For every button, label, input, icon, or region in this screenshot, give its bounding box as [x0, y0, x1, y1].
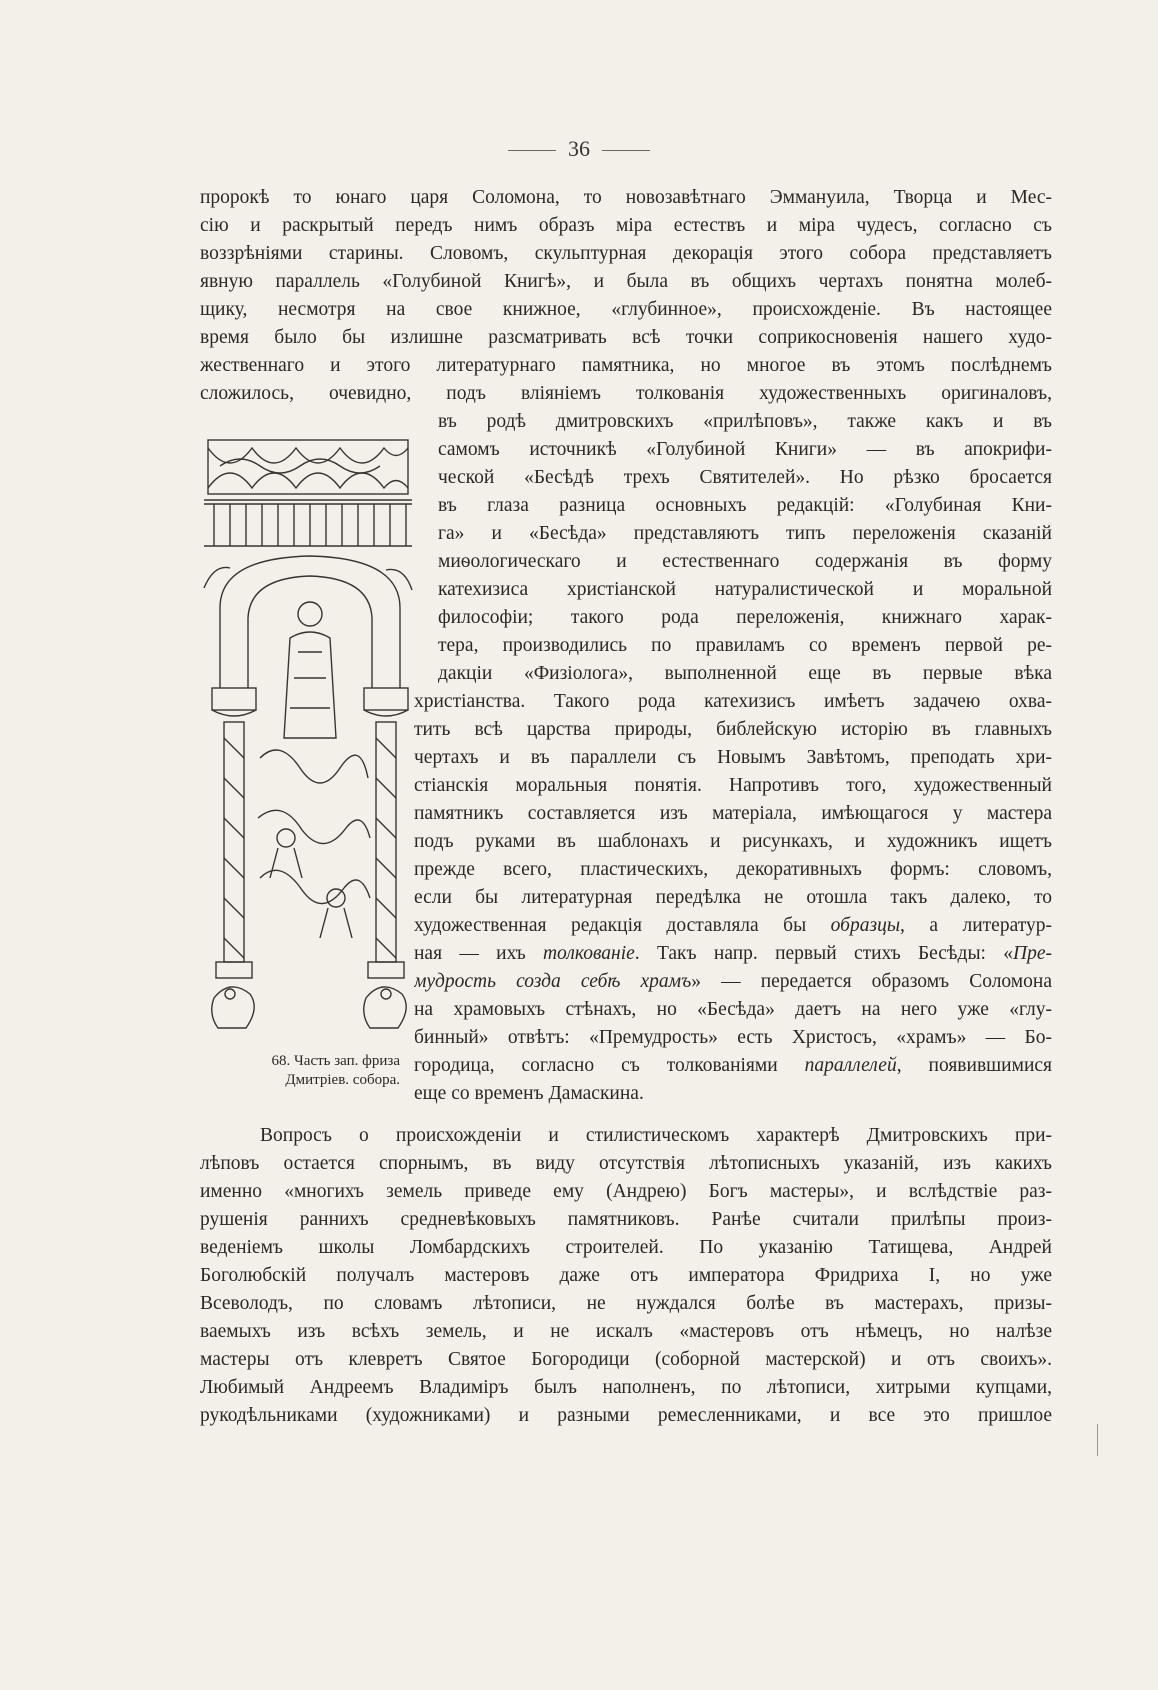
- text-line: прежде всего, пластическихъ, декоративныхъ формъ: словомъ,: [414, 859, 1052, 880]
- text-run: » — передается образомъ Соломона: [691, 971, 1052, 992]
- italic-run: образцы: [830, 915, 901, 936]
- text-line: пророкѣ то юнаго царя Соломона, то новозавѣтнаго Эммануила, Творца и Мес-: [200, 187, 1052, 208]
- text-line: воззрѣніями старины. Словомъ, скульптурная декорація этого собора представляетъ: [200, 243, 1052, 264]
- text-line: мастеры отъ клевретъ Святое Богородици (соборной мастерской) и отъ своихъ».: [200, 1349, 1052, 1370]
- text-line: христіанства. Такого рода катехизисъ имѣетъ задачею охва-: [414, 691, 1052, 712]
- text-line: именно «многихъ земель приведе ему (Андрею) Богъ мастеры», и вслѣдствіе раз-: [200, 1181, 1052, 1202]
- page-number-dash-left: [508, 150, 556, 151]
- text-line: катехизиса христіанской натуралистической и моральной: [438, 579, 1052, 600]
- text-line: [414, 912, 1052, 940]
- text-line: рукодѣльниками (художниками) и разными ремесленниками, и все это пришлое: [200, 1405, 1052, 1426]
- text-line: сложилось, очевидно, подъ вліяніемъ толкованія художественныхъ оригиналовъ,: [200, 383, 1052, 404]
- text-line: чертахъ и въ параллели съ Новымъ Завѣтомъ, преподать хри-: [414, 747, 1052, 768]
- text-line: бинный» отвѣтъ: «Премудрость» есть Христосъ, «храмъ» — Бо-: [414, 1027, 1052, 1048]
- text-line: тера, производились по правиламъ со временъ первой ре-: [438, 635, 1052, 656]
- text-run: , появившимися: [896, 1055, 1052, 1076]
- text-line: если бы литературная передѣлка не отошла такъ далеко, то: [414, 887, 1052, 908]
- text-line: еще со временъ Дамаскина.: [414, 1083, 644, 1104]
- text-run: ная — ихъ: [414, 943, 543, 964]
- text-run: городица, согласно съ толкованіями: [414, 1055, 805, 1076]
- text-line: памятникъ составляется изъ матеріала, имѣющагося у мастера: [414, 803, 1052, 824]
- text-line: [414, 968, 1052, 996]
- text-line: дакціи «Физіолога», выполненной еще въ первые вѣка: [438, 663, 1052, 684]
- text-line: га» и «Бесѣда» представляютъ типъ переложенія сказаній: [438, 523, 1052, 544]
- text-line: на храмовыхъ стѣнахъ, но «Бесѣда» даетъ на него уже «глу-: [414, 999, 1052, 1020]
- page-number-dash-right: [602, 150, 650, 151]
- text-line: Вопросъ о происхожденіи и стилистическомъ характерѣ Дмитровскихъ при-: [260, 1125, 1052, 1146]
- text-line: лѣповъ остается спорнымъ, въ виду отсутствія лѣтописныхъ указаній, изъ какихъ: [200, 1153, 1052, 1174]
- scan-edge-mark: [1097, 1424, 1098, 1456]
- text-run: художественная редакція доставляла бы: [414, 915, 831, 936]
- text-line: явную параллель «Голубиной Книгѣ», и была въ общихъ чертахъ понятна молеб-: [200, 271, 1052, 292]
- text-line: въ родѣ дмитровскихъ «прилѣповъ», также какъ и въ: [438, 411, 1052, 432]
- text-line: ческой «Бесѣдѣ трехъ Святителей». Но рѣзко бросается: [438, 467, 1052, 488]
- text-line: рушенія раннихъ средневѣковыхъ памятниковъ. Ранѣе считали прилѣпы произ-: [200, 1209, 1052, 1230]
- text-line: веденіемъ школы Ломбардскихъ строителей. По указанію Татищева, Андрей: [200, 1237, 1052, 1258]
- caption-line: Дмитріев. собора.: [285, 1072, 400, 1088]
- page-number: [0, 136, 1158, 162]
- text-line: философіи; такого рода переложенія, книжнаго харак-: [438, 607, 1052, 628]
- text-line: [414, 1052, 1052, 1080]
- figure-caption: [200, 1052, 400, 1090]
- italic-run: параллелей: [804, 1055, 897, 1076]
- text-line: самомъ источникѣ «Голубиной Книги» — въ апокрифи-: [438, 439, 1052, 460]
- text-run: . Такъ напр. первый стихъ Бесѣды: «: [634, 943, 1014, 964]
- text-line: стіанскія моральныя понятія. Напротивъ того, художественный: [414, 775, 1052, 796]
- text-line: [414, 940, 1052, 968]
- text-line: въ глаза разница основныхъ редакцій: «Голубиная Кни-: [438, 495, 1052, 516]
- italic-run: мудрость созда себѣ храмъ: [414, 971, 692, 992]
- text-line: щику, несмотря на свое книжное, «глубинное», происхожденіе. Въ настоящее: [200, 299, 1052, 320]
- page-number-text: 36: [568, 136, 590, 161]
- text-line: Боголюбскій получалъ мастеровъ даже отъ императора Фридриха I, но уже: [200, 1265, 1052, 1286]
- italic-run: толкованіе: [542, 943, 635, 964]
- text-line: ваемыхъ изъ всѣхъ земель, и не искалъ «мастеровъ отъ нѣмецъ, но налѣзе: [200, 1321, 1052, 1342]
- caption-line: 68. Часть зап. фриза: [271, 1053, 400, 1069]
- text-line: Любимый Андреемъ Владиміръ былъ наполненъ, по лѣтописи, хитрыми купцами,: [200, 1377, 1052, 1398]
- text-line: подъ руками въ шаблонахъ и рисункахъ, и художникъ ищетъ: [414, 831, 1052, 852]
- italic-run: Пре-: [1013, 943, 1052, 964]
- frieze-illustration: [190, 438, 415, 1038]
- text-line: тить всѣ царства природы, библейскую исторію въ главныхъ: [414, 719, 1052, 740]
- text-run: , а литератур-: [900, 915, 1052, 936]
- text-line: сію и раскрытый передъ нимъ образъ міра естествъ и міра чудесъ, согласно съ: [200, 215, 1052, 236]
- text-line: Всеволодъ, по словамъ лѣтописи, не нуждался болѣе въ мастерахъ, призы-: [200, 1293, 1052, 1314]
- text-line: жественнаго и этого литературнаго памятника, но многое въ этомъ послѣднемъ: [200, 355, 1052, 376]
- text-line: время было бы излишне разсматривать всѣ точки соприкосновенія нашего худо-: [200, 327, 1052, 348]
- text-line: миѳологическаго и естественнаго содержанія въ форму: [438, 551, 1052, 572]
